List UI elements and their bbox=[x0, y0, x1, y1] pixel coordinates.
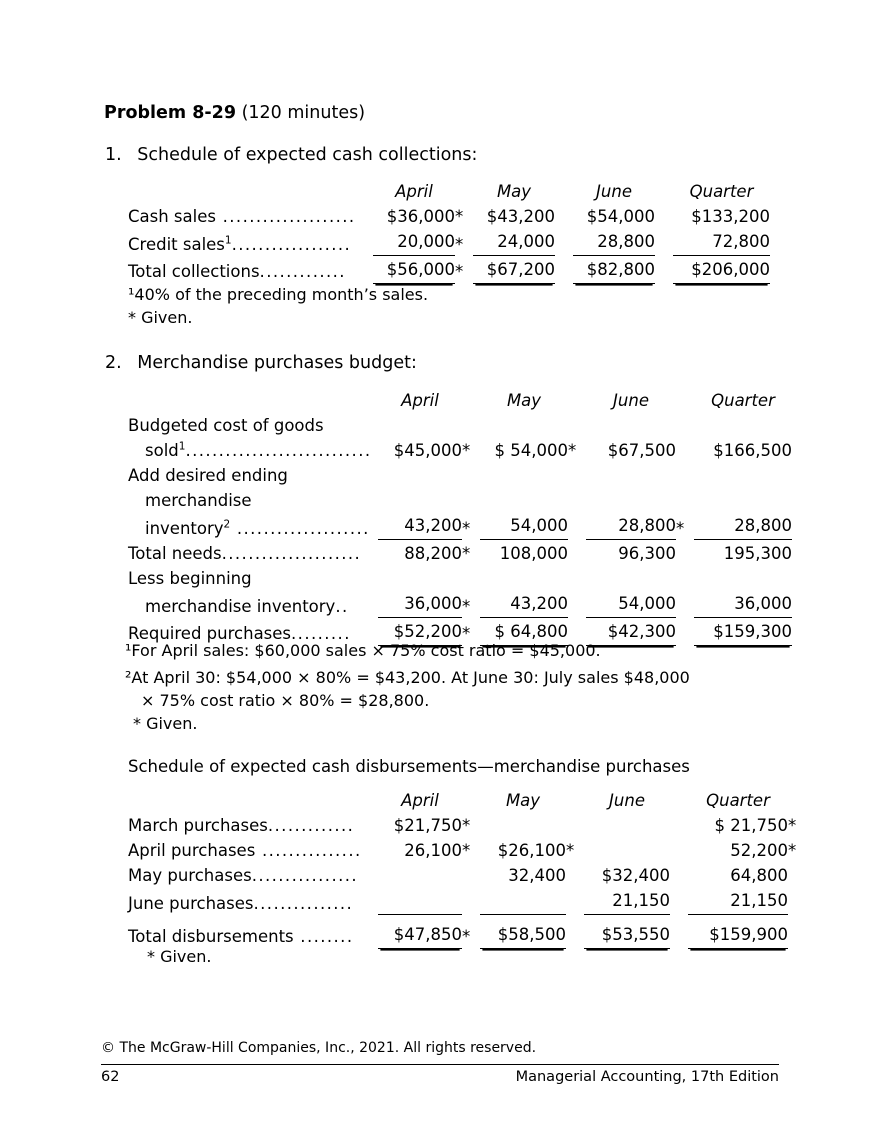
cell-may: $43,200 bbox=[486, 207, 555, 226]
cell-june-star bbox=[655, 257, 673, 284]
footer-divider bbox=[101, 1064, 779, 1065]
column-header-quarter: Quarter bbox=[706, 791, 770, 810]
row-label: Required purchases bbox=[128, 624, 292, 643]
footnote-marker: 2 bbox=[223, 518, 231, 531]
cell-may: $26,100 bbox=[497, 841, 566, 860]
cell-may-star: * bbox=[566, 841, 575, 860]
cell-april-star: * bbox=[462, 841, 471, 860]
table-row-label-continuation bbox=[128, 566, 810, 591]
cell-may-star bbox=[566, 863, 584, 888]
table-row-label-continuation bbox=[128, 463, 810, 488]
cell-may: $58,500 bbox=[480, 922, 566, 949]
cell-june: 28,800 bbox=[573, 229, 655, 256]
table-row bbox=[128, 591, 810, 619]
table-row bbox=[128, 863, 806, 888]
cell-april: 36,000 bbox=[378, 591, 462, 618]
merchandise-purchases-table bbox=[128, 388, 810, 646]
cell-april-star: * bbox=[462, 597, 471, 616]
cell-quarter-star bbox=[792, 619, 810, 646]
cell-june-star bbox=[670, 888, 688, 916]
row-label-line1: Budgeted cost of goods bbox=[128, 416, 324, 435]
cell-quarter-star bbox=[792, 591, 810, 619]
cell-april-star: * bbox=[462, 519, 471, 538]
cell-quarter: $206,000 bbox=[673, 257, 770, 284]
leader-dots: ..................... bbox=[221, 544, 362, 563]
leader-dots: .. bbox=[335, 597, 349, 616]
cell-june: $42,300 bbox=[586, 619, 676, 646]
cell-may: 108,000 bbox=[499, 544, 568, 563]
cell-june-star bbox=[676, 541, 694, 566]
footnote-marker: 1 bbox=[178, 440, 186, 453]
leader-dots: ............. bbox=[267, 816, 355, 835]
cell-april bbox=[378, 893, 462, 915]
table-row bbox=[128, 229, 788, 257]
cash-disbursements-table bbox=[128, 788, 806, 949]
leader-dots: .................... bbox=[230, 519, 370, 538]
leader-dots: ............... bbox=[255, 841, 362, 860]
row-label: April purchases bbox=[128, 841, 256, 860]
cell-may-star: * bbox=[568, 441, 577, 460]
cell-june: 54,000 bbox=[586, 591, 676, 618]
cell-april: $56,000 bbox=[373, 257, 455, 284]
cash-collections-table bbox=[128, 179, 788, 284]
table-row bbox=[128, 257, 788, 284]
problem-time: (120 minutes) bbox=[241, 103, 366, 123]
row-label: Credit sales bbox=[128, 235, 225, 254]
cell-may-star bbox=[568, 513, 586, 541]
cell-quarter: 64,800 bbox=[730, 866, 788, 885]
cell-april-star: * bbox=[462, 441, 471, 460]
cell-may-star bbox=[568, 591, 586, 619]
row-label: Total collections bbox=[128, 262, 260, 281]
cell-quarter: $ 21,750 bbox=[714, 816, 788, 835]
section-2-footnote-2-line1: ²At April 30: $54,000 × 80% = $43,200. At June 30: July sales $48,000 bbox=[125, 668, 690, 687]
cell-may-star bbox=[555, 229, 573, 257]
cell-april-star: * bbox=[462, 816, 471, 835]
column-header-june: June bbox=[609, 791, 645, 810]
cell-quarter: $159,900 bbox=[688, 922, 788, 949]
cell-may-star bbox=[566, 888, 584, 916]
leader-dots: ............... bbox=[253, 894, 354, 913]
table-header-row bbox=[128, 388, 810, 413]
cell-june: 21,150 bbox=[584, 888, 670, 915]
column-header-june: June bbox=[613, 391, 649, 410]
cell-quarter-star bbox=[770, 204, 788, 229]
cell-may-star bbox=[555, 204, 573, 229]
table-row-label-continuation bbox=[128, 413, 810, 438]
cell-quarter: $133,200 bbox=[691, 207, 770, 226]
row-label-line1: Less beginning bbox=[128, 569, 252, 588]
cell-june-star bbox=[676, 619, 694, 646]
cell-may-star bbox=[566, 813, 584, 838]
cell-may: 54,000 bbox=[480, 513, 568, 540]
cell-quarter-star bbox=[792, 513, 810, 541]
section-1-footnote-star: * Given. bbox=[128, 308, 193, 327]
section-1-number: 1. bbox=[105, 145, 122, 165]
section-1-title: Schedule of expected cash collections: bbox=[137, 145, 478, 165]
cell-quarter-star: * bbox=[788, 816, 797, 835]
column-header-quarter: Quarter bbox=[711, 391, 775, 410]
cell-may: $ 54,000 bbox=[494, 441, 568, 460]
cell-may: $67,200 bbox=[473, 257, 555, 284]
cell-june-star bbox=[655, 204, 673, 229]
cell-quarter-star bbox=[792, 438, 810, 463]
section-2-title: Merchandise purchases budget: bbox=[137, 353, 417, 373]
problem-heading bbox=[104, 103, 365, 123]
cell-april-star bbox=[462, 863, 480, 888]
row-label: June purchases bbox=[128, 894, 254, 913]
cell-quarter-star bbox=[788, 916, 806, 949]
section-1-heading bbox=[105, 145, 477, 165]
row-label: Total needs bbox=[128, 544, 222, 563]
column-header-quarter: Quarter bbox=[689, 182, 754, 201]
leader-dots: ............. bbox=[259, 262, 346, 281]
cell-april: $52,200 bbox=[378, 619, 462, 646]
cell-april: 88,200 bbox=[404, 544, 462, 563]
row-label-line2: merchandise bbox=[145, 491, 252, 510]
cell-april: $36,000 bbox=[386, 207, 455, 226]
cell-quarter-star bbox=[792, 541, 810, 566]
table-row bbox=[128, 888, 806, 916]
cell-june-star: * bbox=[676, 519, 685, 538]
table-header-row bbox=[128, 179, 788, 204]
table-row bbox=[128, 838, 806, 863]
problem-label: Problem 8-29 bbox=[104, 103, 236, 123]
column-header-april: April bbox=[401, 791, 439, 810]
row-label-line2: merchandise inventory bbox=[145, 597, 336, 616]
cell-june: $82,800 bbox=[573, 257, 655, 284]
cell-april: $45,000 bbox=[393, 441, 462, 460]
leader-dots: .................... bbox=[215, 207, 356, 226]
cell-quarter: 28,800 bbox=[694, 513, 792, 540]
cell-june-star bbox=[670, 838, 688, 863]
table-row bbox=[128, 541, 810, 566]
leader-dots: ........ bbox=[293, 927, 354, 946]
cell-june: $32,400 bbox=[601, 866, 670, 885]
column-header-may: May bbox=[505, 791, 541, 810]
column-header-april: April bbox=[395, 182, 433, 201]
cell-june-star bbox=[655, 229, 673, 257]
table-row bbox=[128, 916, 806, 949]
cell-june: $53,550 bbox=[584, 922, 670, 949]
cell-may bbox=[480, 893, 566, 915]
page-number: 62 bbox=[101, 1069, 120, 1085]
column-header-june: June bbox=[596, 182, 632, 201]
cell-quarter-star bbox=[788, 888, 806, 916]
cell-quarter: $159,300 bbox=[694, 619, 792, 646]
cell-june: 96,300 bbox=[618, 544, 676, 563]
table-row-label-continuation bbox=[128, 488, 810, 513]
cell-april: 20,000 bbox=[373, 229, 455, 256]
section-2-heading bbox=[105, 353, 417, 373]
table-row bbox=[128, 438, 810, 463]
section-3-footnote-star: * Given. bbox=[147, 947, 212, 966]
cell-april-star: * bbox=[455, 235, 464, 254]
cell-may: 32,400 bbox=[508, 866, 566, 885]
leader-dots: ......... bbox=[291, 624, 351, 643]
cell-may-star bbox=[568, 541, 586, 566]
cell-may-star bbox=[555, 257, 573, 284]
row-label: Total disbursements bbox=[128, 927, 294, 946]
row-label-line1: Add desired ending bbox=[128, 466, 288, 485]
cell-quarter-star: * bbox=[788, 841, 797, 860]
cell-june: 28,800 bbox=[586, 513, 676, 540]
cell-april-star: * bbox=[455, 262, 464, 281]
cell-april: 26,100 bbox=[404, 841, 462, 860]
leader-dots: .................. bbox=[231, 235, 352, 254]
cell-april-star: * bbox=[462, 624, 471, 643]
cell-quarter: 36,000 bbox=[694, 591, 792, 618]
table-header-row bbox=[128, 788, 806, 813]
section-1-footnote-1: ¹40% of the preceding month’s sales. bbox=[128, 285, 429, 304]
book-title: Managerial Accounting, 17th Edition bbox=[515, 1069, 779, 1085]
cell-may-star bbox=[566, 916, 584, 949]
cell-april-star bbox=[462, 888, 480, 916]
cell-april-star: * bbox=[455, 207, 464, 226]
cell-quarter-star bbox=[770, 257, 788, 284]
cell-april: $47,850 bbox=[378, 922, 462, 949]
table-row bbox=[128, 204, 788, 229]
cell-april-star: * bbox=[462, 544, 471, 563]
cell-april-star: * bbox=[462, 927, 471, 946]
section-2-footnote-1: ¹For April sales: $60,000 sales × 75% cost ratio = $45,000. bbox=[125, 641, 601, 660]
cell-quarter: 195,300 bbox=[723, 544, 792, 563]
cell-may: 43,200 bbox=[480, 591, 568, 618]
cell-april: $21,750 bbox=[393, 816, 462, 835]
cell-april: 43,200 bbox=[378, 513, 462, 540]
cell-june-star bbox=[670, 916, 688, 949]
cell-quarter-star bbox=[788, 863, 806, 888]
section-2-footnote-star: * Given. bbox=[133, 714, 198, 733]
column-header-may: May bbox=[496, 182, 532, 201]
footnote-marker: 1 bbox=[224, 234, 232, 247]
cell-quarter: 52,200 bbox=[730, 841, 788, 860]
section-2-footnote-2-line2: × 75% cost ratio × 80% = $28,800. bbox=[141, 691, 430, 710]
section-2-number: 2. bbox=[105, 353, 122, 373]
cell-june-star bbox=[676, 438, 694, 463]
cell-quarter-star bbox=[770, 229, 788, 257]
cell-june-star bbox=[676, 591, 694, 619]
row-label: May purchases bbox=[128, 866, 252, 885]
cell-quarter: 72,800 bbox=[673, 229, 770, 256]
cell-june-star bbox=[670, 813, 688, 838]
leader-dots: ............................ bbox=[185, 441, 372, 460]
row-label: March purchases bbox=[128, 816, 268, 835]
row-label-line2: sold bbox=[145, 441, 179, 460]
cell-quarter: $166,500 bbox=[713, 441, 792, 460]
column-header-april: April bbox=[401, 391, 439, 410]
leader-dots: ................ bbox=[251, 866, 359, 885]
row-label-line3: inventory bbox=[145, 519, 224, 538]
table-row bbox=[128, 813, 806, 838]
column-header-may: May bbox=[506, 391, 542, 410]
cell-may: $ 64,800 bbox=[480, 619, 568, 646]
table-row bbox=[128, 513, 810, 541]
cell-june: $67,500 bbox=[607, 441, 676, 460]
row-label: Cash sales bbox=[128, 207, 216, 226]
copyright-notice: © The McGraw-Hill Companies, Inc., 2021. All rights reserved. bbox=[101, 1040, 537, 1056]
cell-may: 24,000 bbox=[473, 229, 555, 256]
cell-quarter: 21,150 bbox=[688, 888, 788, 915]
cell-june: $54,000 bbox=[586, 207, 655, 226]
cell-june-star bbox=[670, 863, 688, 888]
section-3-title: Schedule of expected cash disbursements—merchandise purchases bbox=[128, 757, 690, 776]
